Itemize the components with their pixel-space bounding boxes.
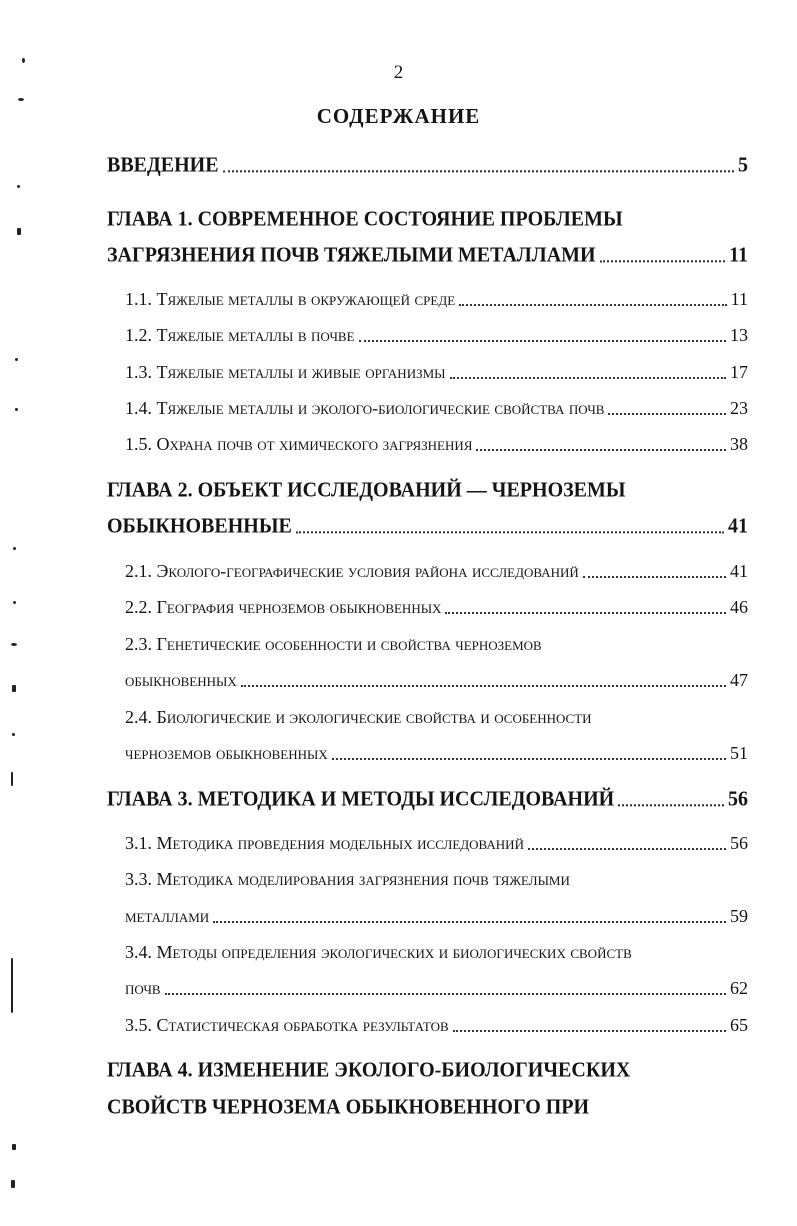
leader-dots	[332, 757, 726, 760]
toc-section-2-4-line2	[125, 738, 748, 768]
toc-page-number: 51	[730, 743, 748, 763]
toc-entry-text: ГЛАВА 4. ИЗМЕНЕНИЕ ЭКОЛОГО-БИОЛОГИЧЕСКИХ	[107, 1058, 631, 1082]
toc-entry-text: 1.1. Тяжелые металлы в окружающей среде	[125, 289, 456, 309]
toc-page-number: 59	[730, 906, 748, 926]
toc-chapter-3	[107, 783, 748, 815]
leader-dots	[528, 847, 726, 850]
toc-section-2-3-line1	[125, 629, 748, 659]
page-title: СОДЕРЖАНИЕ	[316, 104, 481, 128]
scan-speck	[18, 98, 24, 101]
toc-section-3-1	[125, 828, 748, 858]
toc-page-number: 47	[730, 670, 748, 690]
toc-entry-text: ГЛАВА 2. ОБЪЕКТ ИССЛЕДОВАНИЙ — ЧЕРНОЗЕМЫ	[107, 478, 626, 502]
leader-dots	[296, 530, 724, 533]
toc-page-number: 11	[730, 289, 748, 309]
toc-section-2-4-line1	[125, 702, 748, 732]
toc-entry-text: 3.5. Статистическая обработка результатов	[125, 1015, 449, 1035]
scan-speck	[13, 601, 16, 604]
toc-entry-text: ГЛАВА 3. МЕТОДИКА И МЕТОДЫ ИССЛЕДОВАНИЙ	[107, 787, 615, 811]
toc-page-number: 13	[730, 325, 748, 345]
toc-page-number: 46	[730, 597, 748, 617]
toc-section-1-1	[125, 284, 748, 314]
toc-chapter-1-line1	[107, 203, 748, 235]
scan-speck	[15, 358, 18, 361]
toc-page-number: 11	[729, 243, 748, 267]
toc-entry-text: 3.4. Методы определения экологических и биологических свойств	[125, 942, 632, 962]
toc-page-number: 56	[730, 833, 748, 853]
toc-entry-text: СВОЙСТВ ЧЕРНОЗЕМА ОБЫКНОВЕННОГО ПРИ	[107, 1095, 590, 1119]
toc-entry-text: 1.2. Тяжелые металлы в почве	[125, 325, 355, 345]
toc-entry-text: ГЛАВА 1. СОВРЕМЕННОЕ СОСТОЯНИЕ ПРОБЛЕМЫ	[107, 207, 623, 231]
scan-speck	[17, 228, 21, 235]
scan-speck	[13, 547, 16, 550]
toc-section-2-2	[125, 592, 748, 622]
toc-page-number: 62	[730, 978, 748, 998]
leader-dots	[600, 259, 726, 262]
leader-dots	[450, 376, 727, 379]
scan-speck	[17, 185, 20, 188]
toc-entry-text: обыкновенных	[125, 670, 237, 690]
toc-page-number: 17	[730, 362, 748, 382]
toc-page-number: 56	[728, 787, 748, 811]
toc-entry-intro	[107, 149, 748, 181]
scan-speck	[15, 408, 18, 411]
toc-section-3-3-line1	[125, 864, 748, 894]
toc-page-number: 5	[738, 153, 748, 177]
leader-dots	[241, 684, 726, 687]
toc-entry-text: черноземов обыкновенных	[125, 743, 328, 763]
toc-entry-text: почв	[125, 978, 161, 998]
toc-page-number: 41	[730, 561, 748, 581]
toc-entry-text: 3.1. Методика проведения модельных исследований	[125, 833, 524, 853]
toc-section-1-5	[125, 429, 748, 459]
scan-speck	[11, 643, 17, 646]
toc-chapter-2-line1	[107, 474, 748, 506]
scan-speck	[12, 733, 15, 736]
toc-page-number: 41	[728, 514, 748, 538]
scan-speck	[11, 958, 13, 1013]
toc-entry-text: 1.4. Тяжелые металлы и эколого-биологические свойства почв	[125, 398, 605, 418]
toc-chapter-2-line2	[107, 510, 748, 542]
toc-section-2-3-line2	[125, 665, 748, 695]
scan-speck	[11, 1180, 15, 1188]
leader-dots	[453, 1029, 726, 1032]
leader-dots	[445, 611, 726, 614]
leader-dots	[476, 448, 726, 451]
toc-section-3-4-line1	[125, 937, 748, 967]
toc-page-number: 65	[730, 1015, 748, 1035]
toc-page-number: 38	[730, 434, 748, 454]
toc-entry-text: 2.2. География черноземов обыкновенных	[125, 597, 442, 617]
toc-section-3-3-line2	[125, 901, 748, 931]
leader-dots	[618, 803, 724, 806]
toc-page-number: 23	[730, 398, 748, 418]
toc-entry-text: 2.4. Биологические и экологические свойства и особенности	[125, 707, 592, 727]
leader-dots	[213, 920, 726, 923]
toc-section-3-4-line2	[125, 973, 748, 1003]
toc-section-1-2	[125, 320, 748, 350]
scan-speck	[12, 1144, 16, 1150]
scan-speck	[12, 685, 16, 692]
toc-entry-text: 3.3. Методика моделирования загрязнения почв тяжелыми	[125, 869, 570, 889]
toc-entry-text: ВВЕДЕНИЕ	[107, 153, 219, 177]
leader-dots	[583, 575, 726, 578]
leader-dots	[459, 303, 726, 306]
toc-entry-text: 1.5. Охрана почв от химического загрязнения	[125, 434, 473, 454]
toc-chapter-4-line1	[107, 1054, 748, 1086]
toc-entry-text: 1.3. Тяжелые металлы и живые организмы	[125, 362, 446, 382]
toc-chapter-4-line2	[107, 1091, 748, 1123]
page-number: 2	[393, 62, 404, 83]
leader-dots	[165, 992, 726, 995]
toc-section-1-4	[125, 393, 748, 423]
scan-speck	[11, 772, 13, 786]
toc-entry-text: 2.1. Эколого-географические условия района исследований	[125, 561, 579, 581]
leader-dots	[359, 339, 726, 342]
scan-speck	[22, 58, 25, 63]
toc-section-3-5	[125, 1010, 748, 1040]
toc-chapter-1-line2	[107, 239, 748, 271]
leader-dots	[608, 412, 726, 415]
leader-dots	[223, 169, 734, 172]
toc-entry-text: металлами	[125, 906, 210, 926]
toc-entry-text: ОБЫКНОВЕННЫЕ	[107, 514, 292, 538]
toc-section-1-3	[125, 357, 748, 387]
toc-entry-text: 2.3. Генетические особенности и свойства черноземов	[125, 634, 542, 654]
toc-entry-text: ЗАГРЯЗНЕНИЯ ПОЧВ ТЯЖЕЛЫМИ МЕТАЛЛАМИ	[107, 243, 596, 267]
toc-section-2-1	[125, 556, 748, 586]
